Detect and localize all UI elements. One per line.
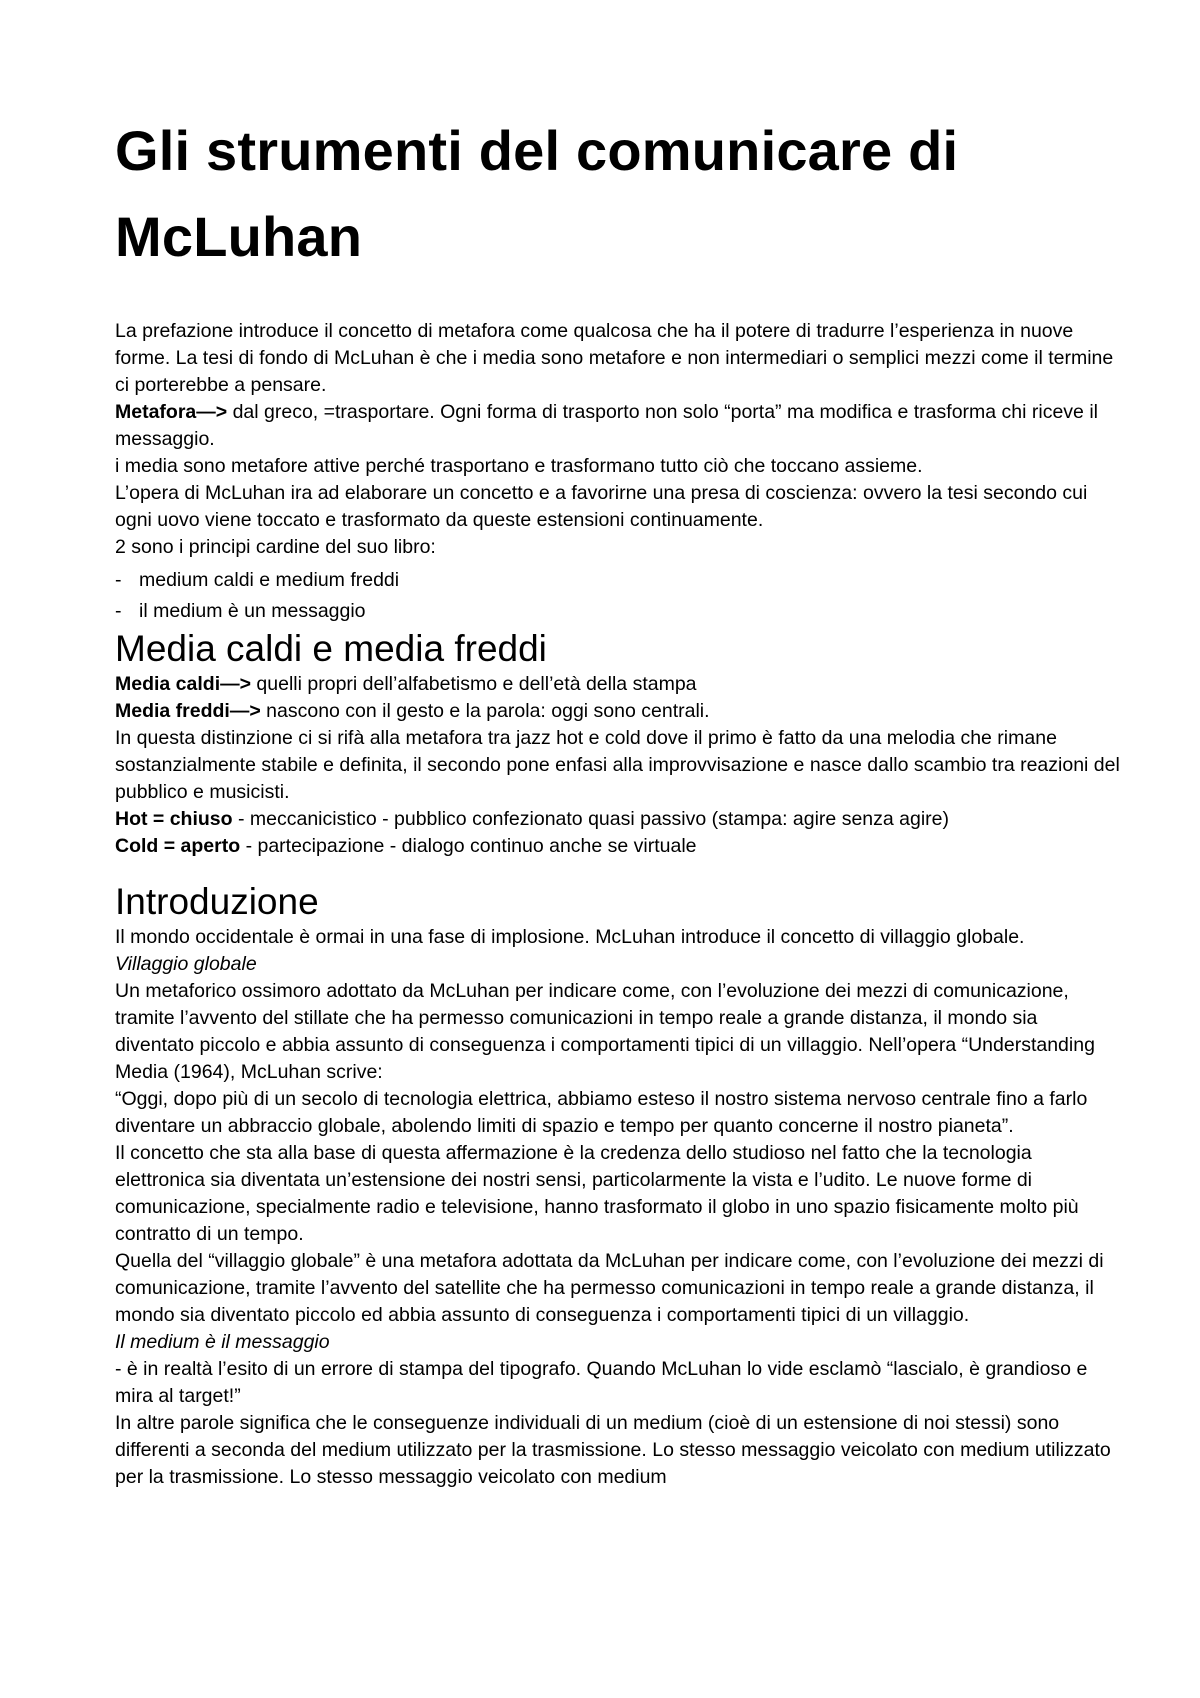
quote-paragraph: “Oggi, dopo più di un secolo di tecnologia elettrica, abbiamo esteso il nostro sistema nervoso centrale fino a farlo diventare un abbraccio globale, abolendo limiti di spazio e tempo per quanto concerne il nostro pianeta”. [115,1088,1088,1137]
occidente-paragraph: Il mondo occidentale è ormai in una fase di implosione. McLuhan introduce il concetto di villaggio globale. [115,926,1025,948]
metafora-text: dal greco, =trasportare. Ogni forma di trasporto non solo “porta” ma modifica e trasforma chi riceve il messaggio. [115,401,1098,450]
media-freddi-text: nascono con il gesto e la parola: oggi sono centrali. [260,700,710,722]
cold-label: Cold = aperto [115,835,241,857]
errore-stampa-paragraph: - è in realtà l’esito di un errore di stampa del tipografo. Quando McLuhan lo vide esclamò “lascialo, è grandioso e mira al target!” [115,1358,1088,1407]
list-item-text: il medium è un messaggio [139,600,366,622]
dash-bullet: - [115,569,122,591]
media-freddi-paragraph [115,698,1120,725]
media-caldi-text: quelli propri dell’alfabetismo e dell’età della stampa [251,673,697,695]
metafora-label: Metafora—> [115,401,228,423]
media-caldi-paragraph [115,671,1120,698]
hot-paragraph [115,806,1120,833]
cold-text: - partecipazione - dialogo continuo anche se virtuale [240,835,697,857]
villaggio-globale-label: Villaggio globale [115,953,257,975]
intro-paragraph: La prefazione introduce il concetto di metafora come qualcosa che ha il potere di tradurre l’esperienza in nuove forme. La tesi di fondo di McLuhan è che i media sono metafore e non intermediari o semplici mezzi come il termine ci porterebbe a pensare. [115,320,1114,396]
list-item [115,596,1120,627]
document-title: Gli strumenti del comunicare di McLuhan [115,119,959,268]
hot-text: - meccanicistico - pubblico confezionato quasi passivo (stampa: agire senza agire) [232,808,949,830]
villaggio-metafora-paragraph: Quella del “villaggio globale” è una metafora adottata da McLuhan per indicare come, con l’evoluzione dei mezzi di comunicazione, tramite l’avvento del satellite che ha permesso comunicazioni in tempo reale a grande distanza, il mondo sia diventato piccolo ed abbia assunto di conseguenza i comportamenti tipici di un villaggio. [115,1250,1104,1326]
cold-paragraph [115,833,1120,860]
villaggio-paragraph: Un metaforico ossimoro adottato da McLuhan per indicare come, con l’evoluzione dei mezzi di comunicazione, tramite l’avvento del stillate che ha permesso comunicazioni in tempo reale a grande distanza, il mondo sia diventato piccolo e abbia assunto di conseguenza i comportamenti tipici di un villaggio. Nell’opera “Understanding Media (1964), McLuhan scrive: [115,980,1095,1083]
media-metafore-paragraph: i media sono metafore attive perché trasportano e trasformano tutto ciò che toccano assieme. [115,455,923,477]
dash-bullet: - [115,600,122,622]
jazz-paragraph: In questa distinzione ci si rifà alla metafora tra jazz hot e cold dove il primo è fatto da una melodia che rimane sostanzialmente stabile e definita, il secondo pone enfasi alla improvvisazione e nasce dallo scambio tra reazioni del pubblico e musicisti. [115,727,1120,803]
section-heading-media: Media caldi e media freddi [115,628,547,669]
list-item [115,565,1120,596]
medium-messaggio-label: Il medium è il messaggio [115,1331,330,1353]
altre-parole-paragraph: In altre parole significa che le conseguenze individuali di un medium (cioè di un estensione di noi stessi) sono differenti a seconda del medium utilizzato per la trasmissione. Lo stesso messaggio veicolato con medium utilizzato per la trasmissione. Lo stesso messaggio veicolato con medium [115,1412,1111,1488]
section-heading-introduzione: Introduzione [115,881,319,922]
hot-label: Hot = chiuso [115,808,233,830]
media-caldi-label: Media caldi—> [115,673,252,695]
principi-list [115,565,1120,627]
media-freddi-label: Media freddi—> [115,700,261,722]
metafora-paragraph [115,399,1120,453]
list-item-text: medium caldi e medium freddi [139,569,400,591]
opera-paragraph: L’opera di McLuhan ira ad elaborare un concetto e a favorirne una presa di coscienza: ovvero la tesi secondo cui ogni uovo viene toccato e trasformato da queste estensioni continuamente. [115,482,1088,531]
concetto-paragraph: Il concetto che sta alla base di questa affermazione è la credenza dello studioso nel fatto che la tecnologia elettronica sia diventata un’estensione dei nostri sensi, particolarmente la vista e l’udito. Le nuove forme di comunicazione, specialmente radio e televisione, hanno trasformato il globo in uno spazio fisicamente molto più contratto di un tempo. [115,1142,1079,1245]
principi-paragraph: 2 sono i principi cardine del suo libro: [115,536,436,558]
